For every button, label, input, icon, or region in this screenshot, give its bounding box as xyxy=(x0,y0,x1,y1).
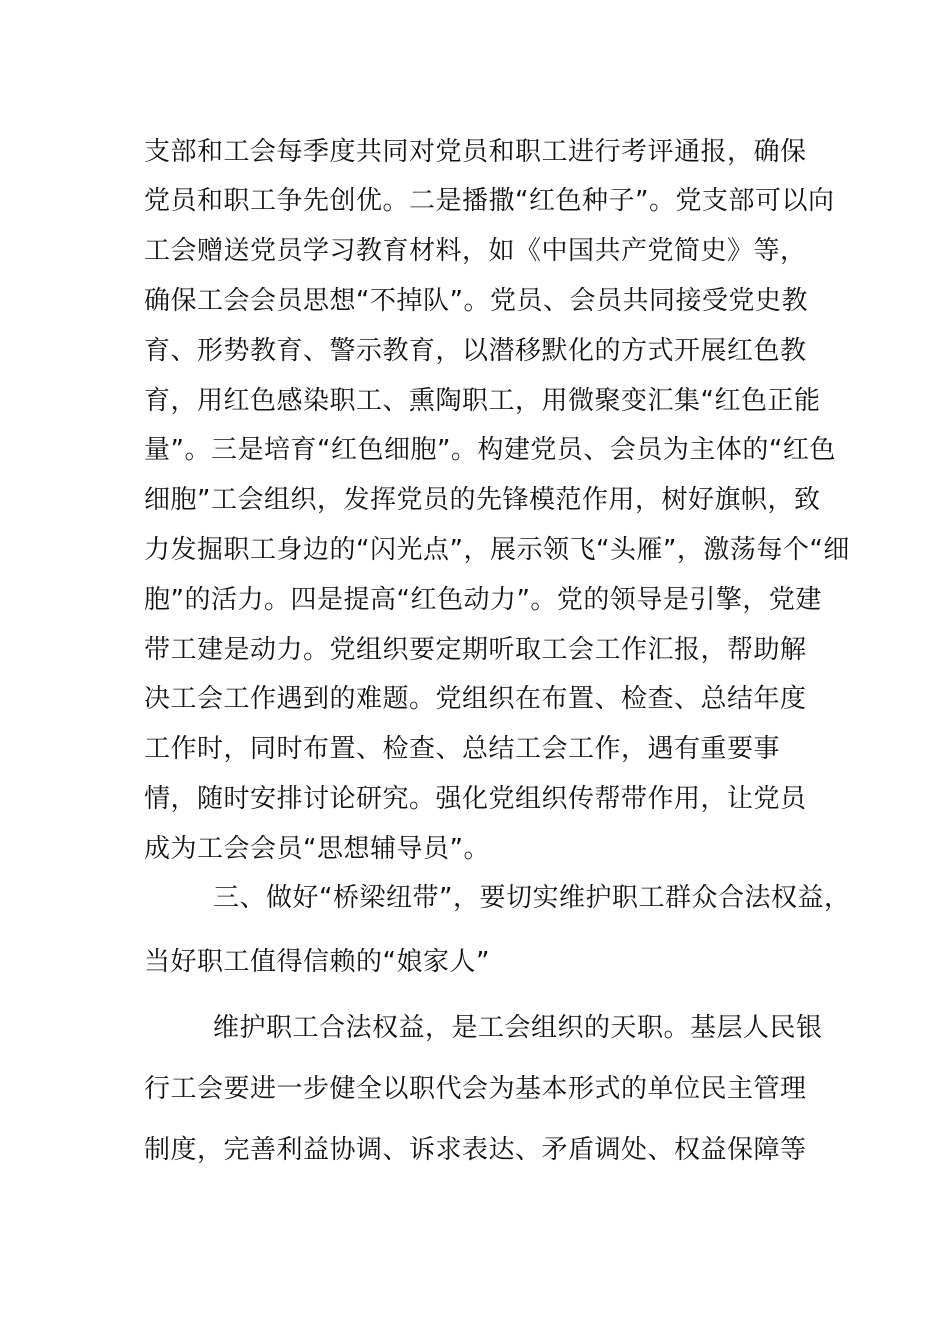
text-line: 工会赠送党员学习教育材料，如《中国共产党简史》等， xyxy=(144,236,807,266)
text-line: 行工会要进一步健全以职代会为基本形式的单位民主管理 xyxy=(144,1074,807,1104)
section-heading-line: 三、做好“桥梁纽带”，要切实维护职工群众合法权益， xyxy=(213,883,851,913)
text-line: 力发掘职工身边的“闪光点”，展示领飞“头雁”，激荡每个“细 xyxy=(144,535,850,565)
text-line: 量”。三是培育“红色细胞”。构建党员、会员为主体的“红色 xyxy=(144,435,836,465)
text-line: 支部和工会每季度共同对党员和职工进行考评通报，确保 xyxy=(144,137,807,167)
paragraph-first-line: 维护职工合法权益，是工会组织的天职。基层人民银 xyxy=(213,1013,823,1043)
text-line: 决工会工作遇到的难题。党组织在布置、检查、总结年度 xyxy=(144,684,807,714)
text-line: 细胞”工会组织，发挥党员的先锋模范作用，树好旗帜，致 xyxy=(144,485,821,515)
text-line: 成为工会会员“思想辅导员”。 xyxy=(144,834,490,864)
text-line: 情，随时安排讨论研究。强化党组织传帮带作用，让党员 xyxy=(144,784,807,814)
text-line: 确保工会会员思想“不掉队”。党员、会员共同接受党史教 xyxy=(144,286,808,316)
text-line: 党员和职工争先创优。二是播撒“红色种子”。党支部可以向 xyxy=(144,186,835,216)
text-line: 带工建是动力。党组织要定期听取工会工作汇报，帮助解 xyxy=(144,635,807,665)
section-heading-line: 当好职工值得信赖的“娘家人” xyxy=(144,947,490,977)
text-line: 育、形势教育、警示教育，以潜移默化的方式开展红色教 xyxy=(144,336,807,366)
text-line: 制度，完善利益协调、诉求表达、矛盾调处、权益保障等 xyxy=(144,1135,807,1165)
text-line: 育，用红色感染职工、熏陶职工，用微聚变汇集“红色正能 xyxy=(144,386,821,416)
text-line: 胞”的活力。四是提高“红色动力”。党的领导是引擎，党建 xyxy=(144,585,822,615)
text-line: 工作时，同时布置、检查、总结工会工作，遇有重要事 xyxy=(144,734,781,764)
